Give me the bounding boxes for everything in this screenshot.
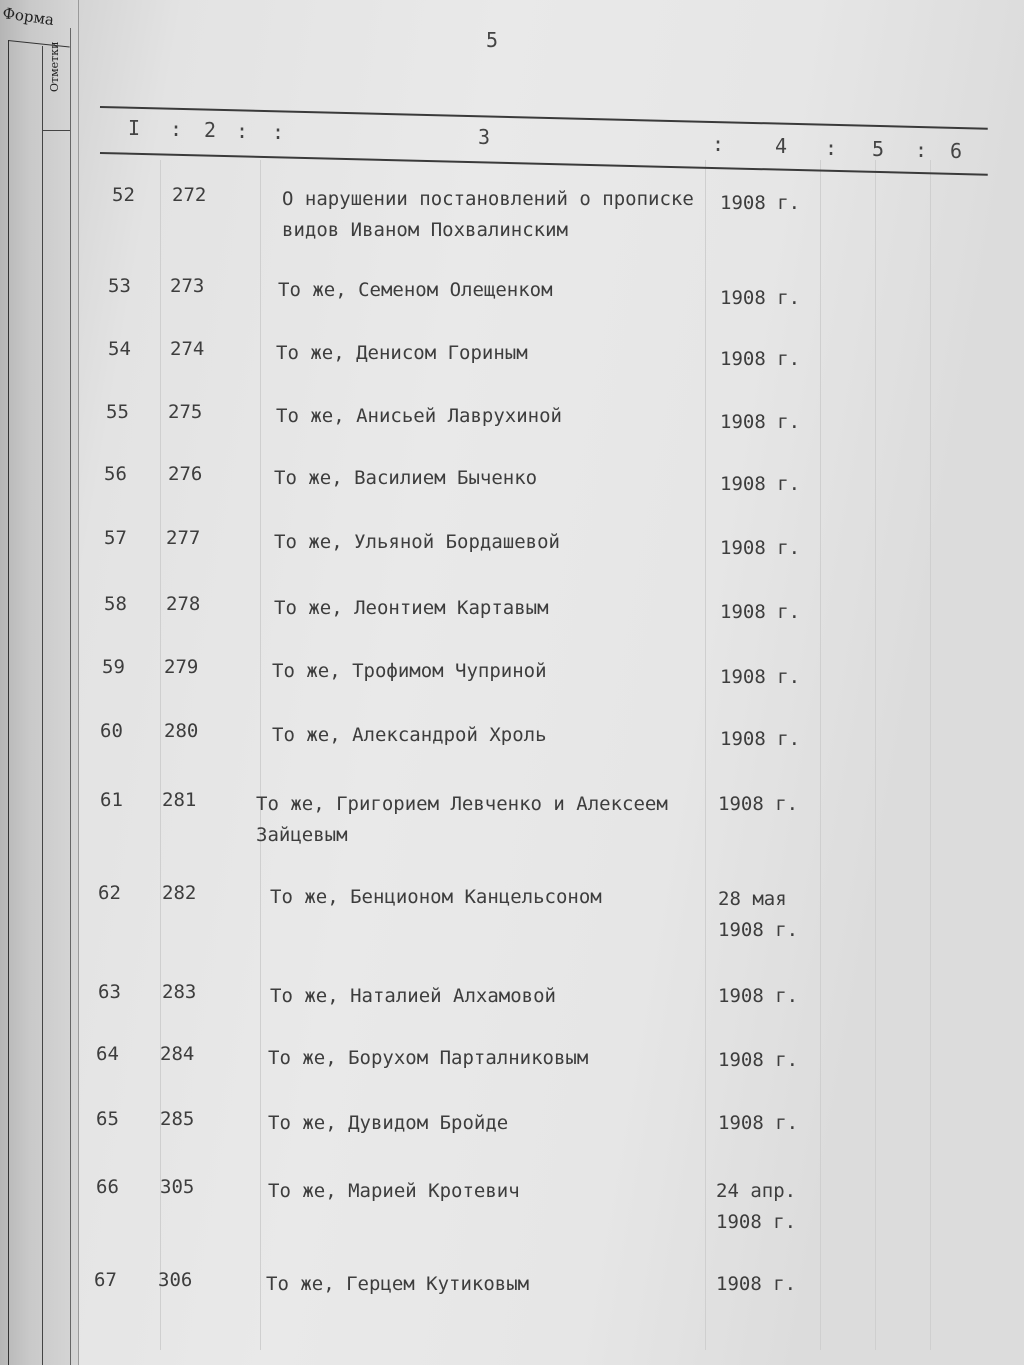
entry-description: То же, Наталией Алхамовой xyxy=(270,985,556,1007)
column-header: 3 xyxy=(478,125,491,149)
table-row xyxy=(0,397,1024,433)
entry-description: То же, Леонтием Картавым xyxy=(274,597,549,619)
entry-number: 62 xyxy=(98,882,121,904)
document-number: 280 xyxy=(164,720,199,742)
document-number: 272 xyxy=(172,184,207,206)
column-separator: : xyxy=(272,120,285,144)
entry-description: То же, Василием Быченко xyxy=(274,467,538,489)
table-row xyxy=(0,1104,1024,1134)
document-number: 305 xyxy=(160,1176,195,1198)
marks-label: Отметки xyxy=(48,41,61,92)
column-separator: : xyxy=(170,117,183,141)
entry-number: 67 xyxy=(94,1269,117,1291)
table-row xyxy=(0,180,1024,241)
entry-description: То же, Бенционом Канцельсоном xyxy=(270,886,602,908)
entry-date: 1908 г. xyxy=(720,473,801,495)
table-row xyxy=(0,652,1024,688)
entry-date: 1908 г. xyxy=(716,1273,797,1295)
column-header: 4 xyxy=(775,134,788,158)
left-margin-strip xyxy=(0,0,79,1365)
entry-number: 65 xyxy=(96,1108,119,1130)
margin-line xyxy=(70,28,71,1365)
form-label: Форма xyxy=(1,4,56,30)
table-row xyxy=(0,589,1024,623)
document-number: 284 xyxy=(160,1043,195,1065)
table-row xyxy=(0,1172,1024,1233)
entry-description: О нарушении постановлений о прописке видов Иваном Похвалинским xyxy=(282,188,694,241)
entry-number: 64 xyxy=(96,1043,119,1065)
entry-number: 66 xyxy=(96,1176,119,1198)
entry-description: То же, Дувидом Бройде xyxy=(268,1112,509,1134)
entry-number: 63 xyxy=(98,981,121,1003)
document-number: 306 xyxy=(158,1269,193,1291)
entry-description: То же, Денисом Гориным xyxy=(276,342,528,364)
margin-line xyxy=(42,46,43,1365)
entry-date: 1908 г. xyxy=(718,985,799,1007)
page-number: 5 xyxy=(486,28,499,52)
table-row xyxy=(0,271,1024,309)
entry-number: 57 xyxy=(104,527,127,549)
entry-description: То же, Ульяной Бордашевой xyxy=(274,531,560,553)
margin-line xyxy=(8,40,9,1365)
document-number: 274 xyxy=(170,338,205,360)
entry-number: 54 xyxy=(108,338,131,360)
entry-date: 1908 г. xyxy=(720,287,801,309)
entry-number: 52 xyxy=(112,184,135,206)
document-number: 277 xyxy=(166,527,201,549)
entry-number: 56 xyxy=(104,463,127,485)
entry-description: То же, Трофимом Чуприной xyxy=(272,660,547,682)
table-row xyxy=(0,785,1024,846)
entry-date: 1908 г. xyxy=(720,728,801,750)
entry-description: То же, Борухом Парталниковым xyxy=(268,1047,589,1069)
table-row xyxy=(0,523,1024,559)
entry-description: То же, Александрой Хроль xyxy=(272,724,547,746)
document-number: 275 xyxy=(168,401,203,423)
entry-number: 53 xyxy=(108,275,131,297)
entry-number: 55 xyxy=(106,401,129,423)
entry-number: 58 xyxy=(104,593,127,615)
table-row xyxy=(0,977,1024,1007)
table-row xyxy=(0,1039,1024,1071)
table-row xyxy=(0,334,1024,370)
entry-date: 28 мая 1908 г. xyxy=(718,888,799,941)
entry-date: 1908 г. xyxy=(720,348,801,370)
document-number: 283 xyxy=(162,981,197,1003)
entry-number: 60 xyxy=(100,720,123,742)
column-header: I xyxy=(128,116,141,140)
column-separator: : xyxy=(236,119,249,143)
entry-description: То же, Григорием Левченко и Алексеем Зайцевым xyxy=(256,793,668,846)
document-number: 285 xyxy=(160,1108,195,1130)
column-separator: : xyxy=(712,132,725,156)
table-row xyxy=(0,716,1024,750)
document-number: 281 xyxy=(162,789,197,811)
entry-date: 1908 г. xyxy=(720,601,801,623)
entry-date: 1908 г. xyxy=(720,411,801,433)
table-row xyxy=(0,1265,1024,1295)
column-header: 5 xyxy=(872,137,885,161)
entry-number: 61 xyxy=(100,789,123,811)
column-header: 2 xyxy=(204,118,217,142)
entry-date: 1908 г. xyxy=(720,537,801,559)
entry-date: 24 апр. 1908 г. xyxy=(716,1180,797,1233)
entry-date: 1908 г. xyxy=(718,793,799,815)
document-number: 273 xyxy=(170,275,205,297)
document-number: 279 xyxy=(164,656,199,678)
document-number: 278 xyxy=(166,593,201,615)
document-number: 276 xyxy=(168,463,203,485)
column-header: 6 xyxy=(950,139,963,163)
entry-date: 1908 г. xyxy=(720,666,801,688)
column-separator: : xyxy=(825,136,838,160)
entry-date: 1908 г. xyxy=(718,1049,799,1071)
entry-number: 59 xyxy=(102,656,125,678)
header-rule-top xyxy=(100,106,988,130)
entry-date: 1908 г. xyxy=(720,192,801,214)
entry-description: То же, Семеном Олещенком xyxy=(278,279,553,301)
header-rule-bottom xyxy=(100,152,988,176)
column-separator: : xyxy=(915,138,928,162)
document-number: 282 xyxy=(162,882,197,904)
entry-date: 1908 г. xyxy=(718,1112,799,1134)
entry-description: То же, Марией Кротевич xyxy=(268,1180,520,1202)
entry-description: То же, Герцем Кутиковым xyxy=(266,1273,530,1295)
table-row xyxy=(0,878,1024,941)
margin-line xyxy=(42,130,70,131)
entry-description: То же, Анисьей Лаврухиной xyxy=(276,405,562,427)
table-row xyxy=(0,459,1024,495)
